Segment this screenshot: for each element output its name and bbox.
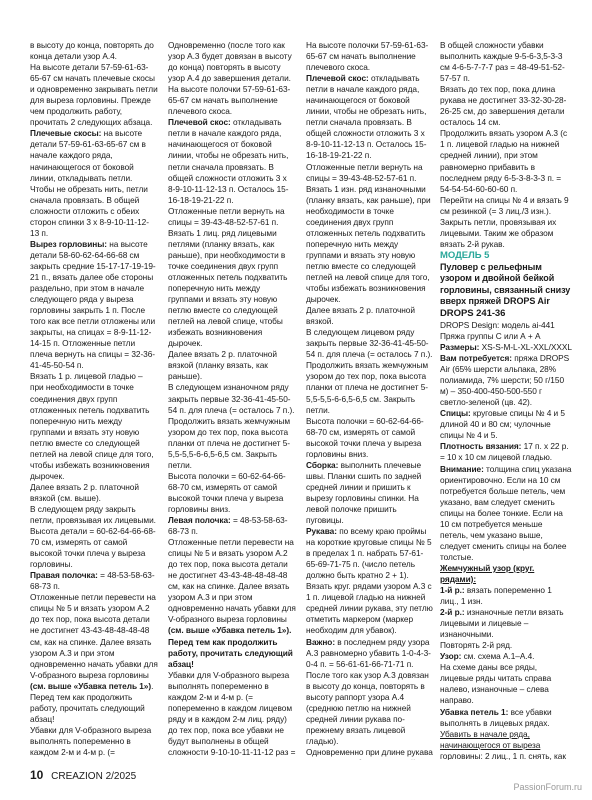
paragraph (440, 662, 572, 706)
text-run: в высоту до конца, повторять до конца детали узор А.4. (30, 40, 154, 62)
paragraph (168, 117, 296, 205)
paragraph (440, 464, 572, 563)
paragraph (306, 581, 434, 636)
text-run: На высоте полочки 57-59-61-63-65-67 см начать выполнение плечевого скоса. (168, 84, 291, 117)
paragraph (440, 128, 572, 194)
page-footer (30, 769, 136, 783)
paragraph (30, 725, 158, 760)
text-run: МОДЕЛЬ 5 (440, 249, 490, 261)
paragraph (306, 460, 434, 526)
text-run: В общей сложности убавки выполнить каждые 9-5-6-3,5-3-3 см 4-6-5-7-7-7 раз = 48-49-51-52-57-57 п. (440, 40, 565, 84)
text-run: вязать попеременно 1 лиц., 1 изн. (440, 585, 552, 607)
text-run: Отложенные петли вернуть на спицы = 39-43-48-52-57-61 п. Вязать 1 изн. ряд изнаночными (планку вязать, как раньше), при необходимости в точке соединения двух групп отложенных петель подхватить поперечную нить между группами и вязать эту новую петлю вместе со следующей петлей на левой спице для того, чтобы избежать возникновения дырочек. (306, 161, 431, 305)
text-run: на высоте детали 58-60-62-64-66-68 см закрыть средние 15-17-17-19-19-21 п., вязать далее обе стороны раздельно, при этом в начале следующего ряда у выреза горловины закрыть 1 п. После того как все петли отложены или закрыты, на спицах = 8-9-11-12-14-15 п. Отложенные петли плеча вернуть на спицы = 32-36-41-45-50-54 п. (30, 238, 156, 371)
text-run: пряжа DROPS Air (65% шерсти альпака, 28% полиамида, 7% шерсти; 50 г/150 м) – 350-400-450-500-550 г светло-зеленой (цв. 42). (440, 353, 570, 408)
paragraph (440, 353, 572, 408)
paragraph (168, 515, 296, 537)
text-run: см. схема А.1–А.4. (461, 651, 535, 662)
bold-term: Плечевые скосы: (30, 128, 102, 139)
text-run: Пуловер с рельефным узором и двойной бейкой горловины, связанный снизу вверх пряжей DROPS Air (440, 261, 571, 307)
paragraph (168, 84, 296, 117)
text-run: Повторять 2-й ряд. (440, 640, 513, 651)
magazine-issue: CREAZION 2/2025 (51, 771, 137, 782)
paragraph (440, 707, 572, 760)
paragraph (168, 670, 296, 760)
text-run: Вязать 1 р. лицевой гладью – при необходимости в точке соединения двух групп отложенных петель подхватить поперечную нить между группами и вязать эту новую петлю вместе со следующей петлей на левой спице для того, чтобы избежать возникновения дырочек. (30, 371, 154, 481)
text-run: Далее вязать 2 р. платочной вязкой. (306, 305, 415, 327)
text-run: Вязать до тех пор, пока длина рукава не достигнет 33-32-30-28-26-25 см, до завершения детали осталось 14 см. (440, 84, 567, 128)
text-run: по всему краю проймы на короткие круговые спицы № 5 в пределах 1 п. набрать 57-61-65-69-71-75 п. (число петель должно быть кратно 2 + 1). (306, 526, 432, 581)
text-run: откладывать петли в начале каждого ряда, начинающегося от боковой линии, чтобы не обрезать нить, петли сначала провязать. В общей сложности отложить 3 х 8-9-10-11-12-13 п. Осталось 15-16-18-19-21-22 п. (168, 117, 289, 205)
text-run: откладывать петли в начале каждого ряда, начинающегося от боковой линии, чтобы не обрезать нить, петли сначала провязать. В общей сложности отложить 3 х 8-9-10-11-12-13 п. Осталось 15-16-18-19-21-22 п. (306, 73, 427, 161)
text-run: Убавить в начале ряда, начинающегося от выреза горловины: (440, 728, 541, 760)
text-run: толщина спиц указана ориентировочно. Если на 10 см потребуется больше петель, чем указано, вам следует сменить спицы на более тонкие. Если на 10 см потребуется меньше петель, чем указано выше, следует сменить спицы на более толстые. (440, 463, 572, 562)
text-run: = 48-53-58-63-68-73 п. (30, 570, 155, 592)
text-column-3 (306, 40, 434, 760)
paragraph (168, 349, 296, 382)
text-run: Отложенные петли вернуть на спицы = 39-43-48-52-57-61 п. Вязать 1 лиц. ряд лицевыми петлями (планку вязать, как раньше), при необходимости в точке соединения двух групп отложенных петель подхватить поперечную нить между группами и вязать эту новую петлю вместе со следующей петлей на левой спице, чтобы избежать возникновения дырочек. (168, 205, 288, 349)
paragraph (30, 128, 158, 238)
text-run: Высота полочки = 60-62-64-66-68-70 см, измерять от самой высокой точки плеча у выреза горловины вниз. (306, 415, 424, 459)
text-run: 17 п. х 22 р. = 10 х 10 см лицевой гладью. (440, 441, 569, 463)
text-run: Убавки для V-образного выреза выполнять попеременно в каждом 2-м и 4-м р. (= (30, 724, 152, 757)
text-run: Отложенные петли перевести на спицы № 5 и вязать узором А.2 до тех пор, пока высота детали не достигнет 43-43-48-48-48-48 см, как на спинке. Далее вязать узором А.3 и при этом одновременно начать убавки для V-образного выреза горловины (30, 592, 158, 680)
paragraph (30, 62, 158, 128)
bold-term: Размеры: (440, 341, 480, 352)
text-run: DROPS Design: модель ai-441 Пряжа группы С или А + А (440, 319, 555, 341)
paragraph (30, 40, 158, 62)
paragraph (168, 206, 296, 350)
paragraph (306, 327, 434, 360)
paragraph (440, 607, 572, 640)
bold-term: Плечевой скос: (168, 117, 231, 128)
text-run: = 48-53-58-63-68-73 п. (168, 515, 288, 537)
text-run: все убавки выполнять в лицевых рядах. (440, 706, 552, 728)
paragraph (168, 382, 296, 415)
paragraph (306, 670, 434, 747)
paragraph (30, 371, 158, 481)
bold-term: Спицы: (440, 408, 471, 419)
text-column-1 (30, 40, 158, 760)
bold-term: Плотность вязания: (440, 441, 522, 452)
paragraph (306, 747, 434, 760)
text-run: DROPS 241-36 (440, 307, 506, 319)
bold-term: Узор: (440, 651, 462, 662)
paragraph (306, 40, 434, 73)
bold-term: (см. выше «Убавка петель 1»). Перед тем как продолжить работу, прочитать следующий абзац! (168, 625, 293, 669)
text-run: Высота полочки = 60-62-64-66-68-70 см, измерять от самой высокой точки плеча у выреза горловины вниз. (168, 470, 286, 514)
paragraph (440, 408, 572, 441)
paragraph (440, 320, 572, 342)
text-run: На высоте полочки 57-59-61-63-65-67 см начать выполнение плечевого скоса. (306, 40, 429, 73)
text-run: После того как узор А.3 довязан в высоту до конца, повторять в высоту раппорт узора А.4 (среднюю петлю на нижней средней линии рукава по-прежнему вязать лицевой гладью). (306, 669, 429, 746)
bold-term: Плечевой скос: (306, 73, 369, 84)
text-run: В следующем ряду закрыть петли, провязывая их лицевыми. (30, 503, 156, 526)
paragraph (440, 84, 572, 128)
paragraph (440, 250, 572, 262)
text-run: Одновременно при длине рукава (306, 747, 433, 757)
bold-term: Сборка: (306, 459, 339, 470)
paragraph (440, 195, 572, 250)
bold-term: Убавка петель 1: (440, 706, 509, 717)
paragraph (306, 360, 434, 415)
paragraph (306, 526, 434, 581)
text-run: Высота детали = 60-62-64-66-68-70 см, измерять от самой высокой точки плеча у выреза горловины. (30, 526, 156, 570)
paragraph (440, 342, 572, 353)
bold-term: Внимание: (440, 463, 484, 474)
paragraph (168, 416, 296, 471)
paragraph (168, 471, 296, 515)
text-run: Одновременно (после того как узор А.3 будет довязан в высоту до конца) повторять в высоту узор А.4 до завершения детали. (168, 40, 292, 84)
paragraph (440, 563, 572, 585)
paragraph (30, 239, 158, 372)
text-run: Далее вязать 2 р. платочной вязкой (планку вязать, как раньше). (168, 349, 277, 382)
text-run: в последнем ряду узора А.3 равномерно убавить 1-0-4-3-0-4 п. = 56-61-61-66-71-71 п. (306, 636, 431, 669)
paragraph (440, 308, 572, 320)
text-column-2 (168, 40, 296, 760)
bold-term: (см. выше «Убавка петель 1») (30, 680, 152, 691)
paragraph (306, 637, 434, 670)
paragraph (168, 537, 296, 670)
text-run: выполнить плечевые швы. Планки сшить по задней средней линии и пришить к вырезу горловины спинки. На левой полочке пришить пуговицы. (306, 459, 422, 526)
text-run: В следующем изнаночном ряду закрыть первые 32-36-41-45-50-54 п. для плеча (= осталось 7 п.). (168, 382, 295, 415)
page-number: 10 (30, 768, 44, 782)
text-column-4 (440, 40, 572, 760)
bold-term: Вырез горловины: (30, 238, 107, 249)
paragraph (306, 305, 434, 327)
text-run: круговые спицы № 4 и 5 длиной 40 и 80 см; чулочные спицы № 4 и 5. (440, 408, 565, 441)
text-run: 2 лиц., 1 п. снять, как (484, 750, 566, 760)
paragraph (30, 570, 158, 592)
text-run: На высоте детали 57-59-61-63-65-67 см начать плечевые скосы и одновременно закрывать петли для выреза горловины. Прежде чем продолжить работу, прочитать 2 следующих абзаца. (30, 62, 158, 128)
paragraph (440, 640, 572, 651)
bold-term: Левая полочка: (168, 515, 231, 526)
bold-term: 1-й р.: (440, 585, 465, 596)
bold-term: Правая полочка: (30, 570, 98, 581)
bold-term: Вам потребуется: (440, 353, 512, 364)
bold-term: 2-й р.: (440, 607, 465, 618)
paragraph (168, 40, 296, 84)
paragraph (440, 441, 572, 463)
paragraph (306, 416, 434, 460)
paragraph (440, 40, 572, 84)
paragraph (306, 73, 434, 161)
paragraph (30, 526, 158, 570)
paragraph (440, 262, 572, 308)
site-watermark: PassionForum.ru (513, 782, 582, 792)
text-run: Продолжить вязать жемчужным узором до тех пор, пока высота планки от плеча не достигнет 5-5,5-5,5-6-6,5-6,5 см. Закрыть петли. (306, 360, 429, 415)
bold-term: Жемчужный узор (круг. рядами): (440, 562, 535, 584)
text-run: XS-S-M-L-XL-XXL/XXXL (479, 341, 572, 352)
text-run: на высоте детали 57-59-61-63-65-67 см в начале каждого ряда, начинающегося от боковой линии, откладывать петли. Чтобы не обрезать нить, петли сначала провязать. В общей сложности отложить с обеих сторон спинки 3 х 8-9-10-11-12-13 п. (30, 128, 149, 238)
text-run: Убавки для V-образного выреза выполнять попеременно в каждом 2-м и 4-м р. (= попеременно в каждом лицевом ряду и в каждом 2-м лиц. ряду) до тех пор, пока все убавки не будут выполнены в общей сложности 9-10-10-11-11-12 раз = (168, 669, 296, 757)
text-run: В следующем лицевом ряду закрыть первые 32-36-41-45-50-54 п. для плеча (= осталось 7 п.). (306, 327, 433, 360)
text-run: Отложенные петли перевести на спицы № 5 и вязать узором А.2 до тех пор, пока высота детали не достигнет 43-43-48-48-48-48 см, как на спинке. Далее вязать узором А.3 и при этом одновременно начать убавки для V-образного выреза горловины (168, 537, 296, 625)
text-run: . Перед тем как продолжить работу, прочитать следующий абзац! (30, 680, 154, 724)
text-run: Продолжить вязать жемчужным узором до тех пор, пока высота планки от плеча не достигнет 5-5,5-5,5-6-6,5-6,5 см. Закрыть петли. (168, 415, 291, 470)
paragraph (30, 592, 158, 725)
text-run: Далее вязать 2 р. платочной вязкой (см. выше). (30, 481, 139, 503)
bold-term: Рукава: (306, 526, 337, 537)
bold-term: Важно: (306, 636, 336, 647)
paragraph (30, 504, 158, 526)
text-run: Перейти на спицы № 4 и вязать 9 см резинкой (= 3 лиц./3 изн.). Закрыть петли, провязывая их лицевыми. Таким же образом вязать 2-й рукав. (440, 194, 569, 249)
paragraph (306, 162, 434, 306)
paragraph (30, 482, 158, 504)
paragraph (440, 651, 572, 662)
text-run: Вязать круг. рядами узором А.3 с 1 п. лицевой гладью на нижней средней линии рукава, эту петлю отметить маркером (маркер необходим для убавок). (306, 581, 433, 636)
text-run: Продолжить вязать узором А.3 (с 1 п. лицевой гладью на нижней средней линии), при этом равномерно прибавить в последнем ряду 6-5-3-8-3-3 п. = 54-54-54-60-60-60 п. (440, 128, 568, 194)
paragraph (440, 585, 572, 607)
text-run: изнаночные петли вязать лицевыми и лицевые – изнаночными. (440, 607, 564, 640)
text-run: На схеме даны все ряды, лицевые ряды читать справа налево, изнаночные – слева направо. (440, 662, 552, 706)
